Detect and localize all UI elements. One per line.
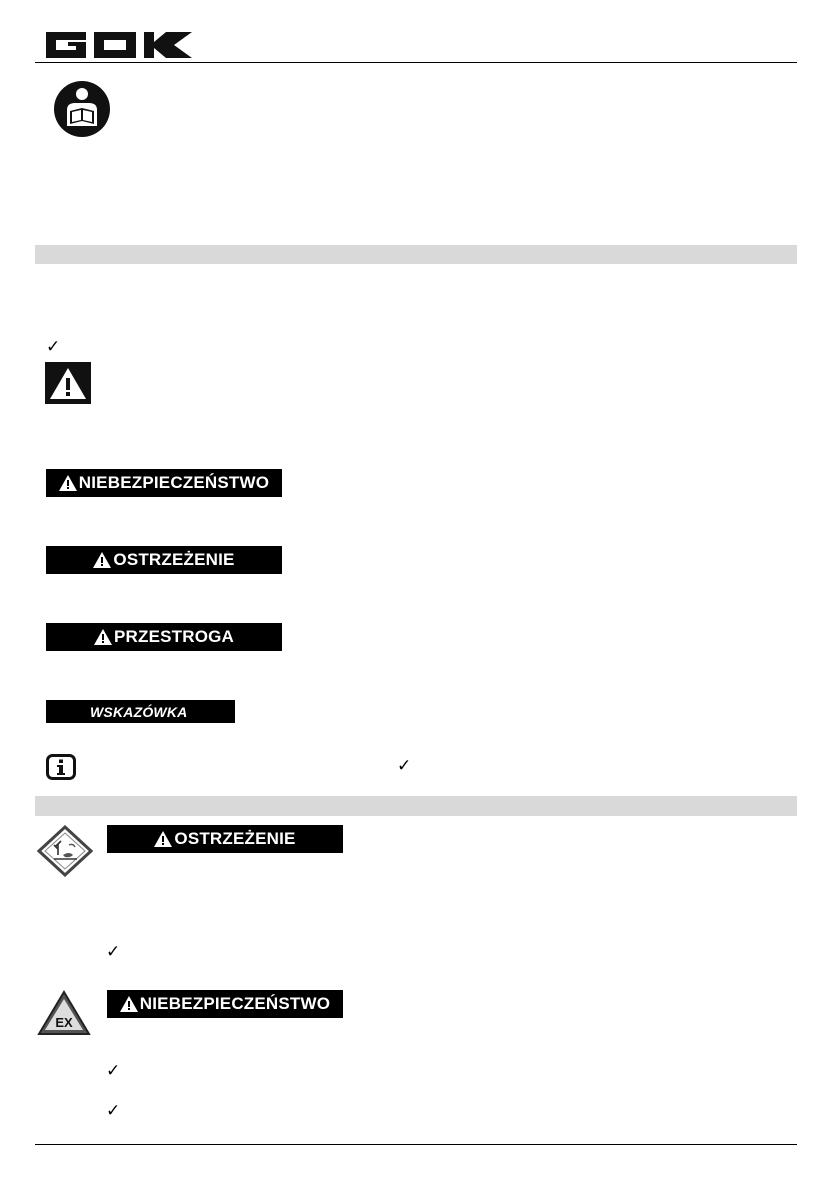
check-mark: ✓ <box>397 756 412 776</box>
warning-label-text: OSTRZEŻENIE <box>113 550 235 569</box>
section-bar <box>35 796 797 816</box>
s2-warning-label <box>107 825 343 853</box>
info-icon <box>46 754 76 780</box>
check-mark: ✓ <box>106 1061 121 1081</box>
notice-label-text: WSKAZÓWKA <box>90 703 188 720</box>
company-logo <box>46 32 192 58</box>
danger-label-text: NIEBEZPIECZEŃSTWO <box>78 473 270 492</box>
notice-label <box>46 700 235 723</box>
warning-small-icon <box>59 475 77 491</box>
s2-danger-label <box>107 990 343 1018</box>
warning-small-icon <box>120 996 138 1012</box>
header <box>0 0 839 64</box>
warning-small-icon <box>94 629 112 645</box>
header-rule <box>35 62 797 63</box>
warning-small-icon <box>93 552 111 568</box>
ex-text: EX <box>55 1015 73 1030</box>
caution-label <box>46 623 282 651</box>
warning-small-icon <box>154 831 172 847</box>
check-mark: ✓ <box>106 942 121 962</box>
check-mark: ✓ <box>106 1101 121 1121</box>
s2-warning-label-text: OSTRZEŻENIE <box>174 829 296 848</box>
warning-label <box>46 546 282 574</box>
warning-triangle-icon <box>45 362 91 404</box>
read-manual-icon <box>53 80 111 138</box>
environment-hazard-icon <box>37 825 93 877</box>
check-mark: ✓ <box>46 337 61 357</box>
s2-danger-label-text: NIEBEZPIECZEŃSTWO <box>139 994 331 1013</box>
section-bar <box>35 245 797 264</box>
danger-label <box>46 469 282 497</box>
explosion-hazard-icon <box>37 990 91 1036</box>
footer-rule <box>35 1144 797 1145</box>
caution-label-text: PRZESTROGA <box>113 627 235 646</box>
